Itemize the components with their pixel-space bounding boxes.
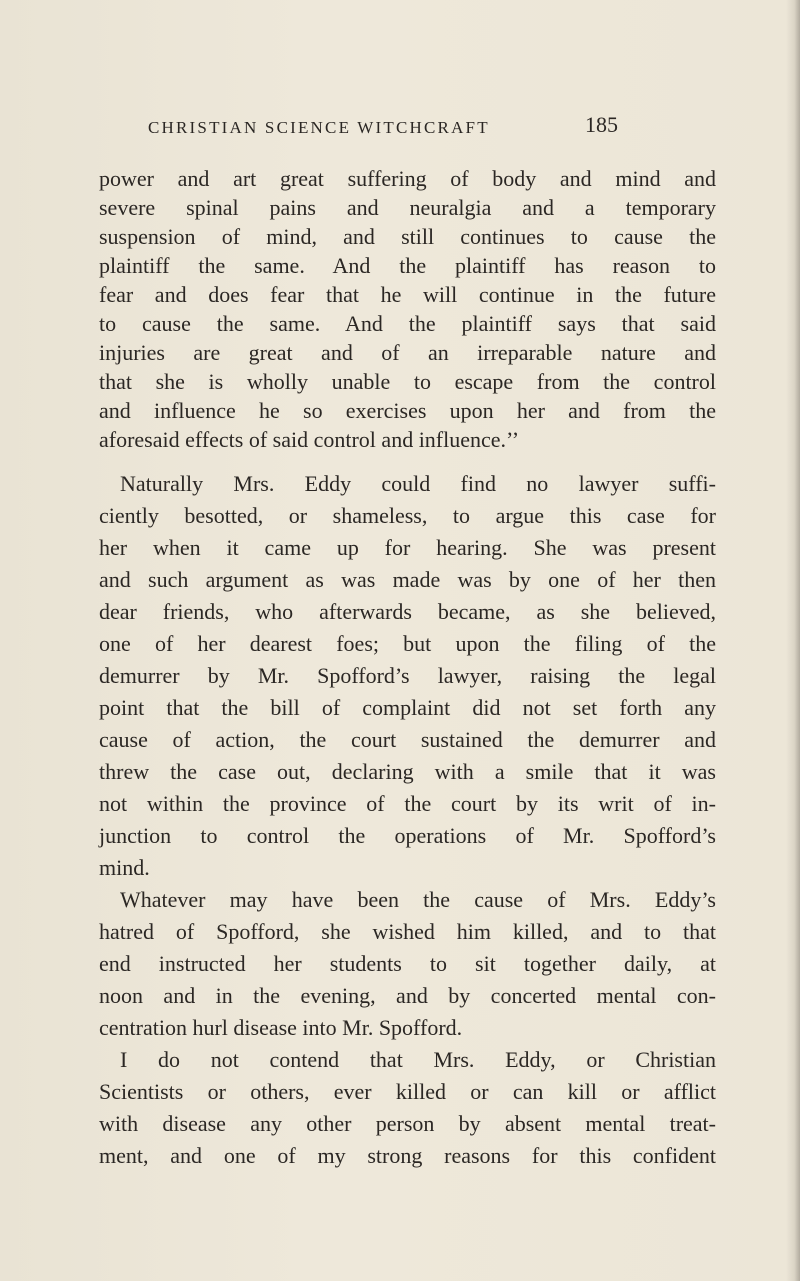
text-line: her when it came up for hearing. She was present (99, 535, 716, 560)
text-line: to cause the same. And the plaintiff says that said (99, 311, 716, 336)
text-line: ment, and one of my strong reasons for this confident (99, 1143, 716, 1168)
text-line: that she is wholly unable to escape from the control (99, 369, 716, 394)
text-line: centration hurl disease into Mr. Spofford. (99, 1015, 463, 1040)
text-line: fear and does fear that he will continue in the future (99, 282, 716, 307)
text-line: with disease any other person by absent mental treat- (99, 1111, 716, 1136)
text-line: Whatever may have been the cause of Mrs. Eddy’s (120, 887, 716, 912)
text-line: power and art great suffering of body and mind and (99, 166, 716, 191)
text-line: hatred of Spofford, she wished him killed, and to that (99, 919, 716, 944)
text-line: not within the province of the court by its writ of in- (99, 791, 716, 816)
text-line: ciently besotted, or shameless, to argue this case for (99, 503, 716, 528)
text-line: threw the case out, declaring with a smile that it was (99, 759, 716, 784)
text-line: point that the bill of complaint did not set forth any (99, 695, 716, 720)
running-title: CHRISTIAN SCIENCE WITCHCRAFT (148, 118, 490, 137)
text-line: injuries are great and of an irreparable nature and (99, 340, 716, 365)
text-line: cause of action, the court sustained the demurrer and (99, 727, 716, 752)
text-line: one of her dearest foes; but upon the filing of the (99, 631, 716, 656)
text-line: mind. (99, 855, 150, 880)
text-line: severe spinal pains and neuralgia and a temporary (99, 195, 716, 220)
text-line: plaintiff the same. And the plaintiff has reason to (99, 253, 716, 278)
page-edge-shadow (786, 0, 800, 1281)
text-line: suspension of mind, and still continues to cause the (99, 224, 716, 249)
text-line: dear friends, who afterwards became, as she believed, (99, 599, 716, 624)
text-line: Naturally Mrs. Eddy could find no lawyer suffi- (120, 471, 716, 496)
text-line: and such argument as was made was by one of her then (99, 567, 716, 592)
text-line: noon and in the evening, and by concerted mental con- (99, 983, 716, 1008)
text-line: demurrer by Mr. Spofford’s lawyer, raising the legal (99, 663, 716, 688)
text-line: Scientists or others, ever killed or can kill or afflict (99, 1079, 716, 1104)
text-line: aforesaid effects of said control and influence.’’ (99, 427, 520, 452)
text-line: I do not contend that Mrs. Eddy, or Christian (120, 1047, 716, 1072)
text-line: junction to control the operations of Mr. Spofford’s (99, 823, 716, 848)
text-line: and influence he so exercises upon her and from the (99, 398, 716, 423)
page-number: 185 (585, 112, 618, 137)
text-line: end instructed her students to sit together daily, at (99, 951, 716, 976)
running-head (0, 112, 800, 142)
